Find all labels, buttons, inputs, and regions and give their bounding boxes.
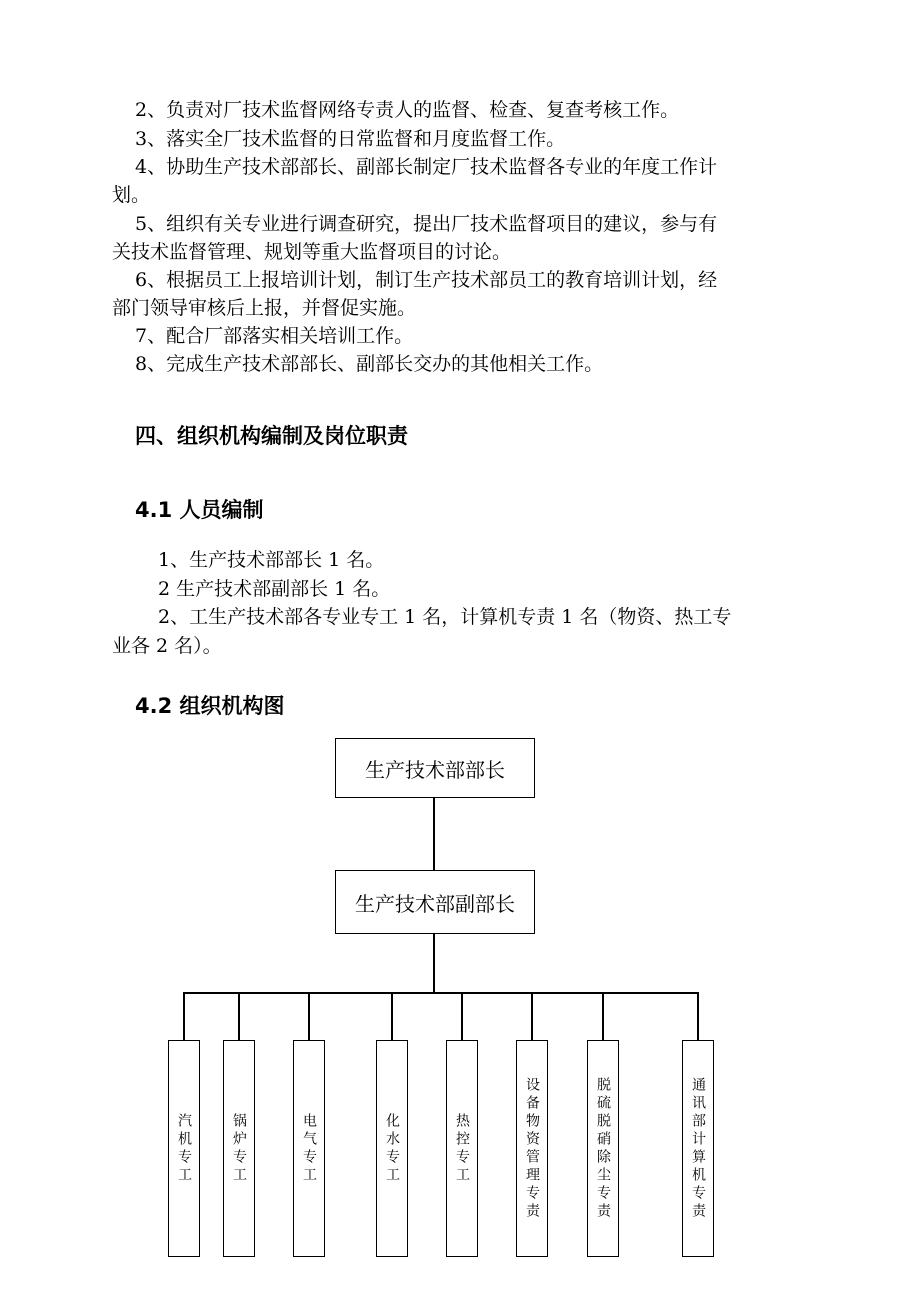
org-unit-6 (516, 1040, 548, 1257)
connector-drop-1 (183, 992, 185, 1040)
connector-drop-4 (391, 992, 393, 1040)
duty-line-5: 5、组织有关专业进行调查研究，提出厂技术监督项目的建议，参与有 (135, 213, 718, 235)
connector-drop-8 (697, 992, 699, 1040)
connector-horizontal-bus (183, 992, 697, 994)
staffing-line-1: 1、生产技术部部长 1 名。 (158, 549, 385, 571)
duty-line-3: 3、落实全厂技术监督的日常监督和月度监督工作。 (135, 128, 566, 150)
connector-director-deputy (433, 798, 435, 870)
subsection-4-2-heading: 4.2 组织机构图 (135, 694, 285, 718)
org-box-director (335, 738, 535, 798)
connector-drop-6 (531, 992, 533, 1040)
subsection-4-1-heading: 4.1 人员编制 (135, 498, 264, 522)
org-deputy-label: 生产技术部副部长 (355, 891, 515, 916)
duty-line-8: 8、完成生产技术部部长、副部长交办的其他相关工作。 (135, 353, 604, 375)
org-unit-8-label: 通讯部计算机专责 (690, 1076, 706, 1221)
staffing-line-3-cont: 业各 2 名）。 (112, 635, 222, 657)
org-unit-5 (446, 1040, 478, 1257)
org-unit-5-label: 热控专工 (454, 1112, 470, 1185)
section-4-heading: 四、组织机构编制及岗位职责 (135, 424, 408, 448)
duty-line-7: 7、配合厂部落实相关培训工作。 (135, 325, 414, 347)
connector-drop-7 (602, 992, 604, 1040)
connector-drop-3 (308, 992, 310, 1040)
org-unit-7 (587, 1040, 619, 1257)
org-unit-1-label: 汽机专工 (176, 1112, 192, 1185)
org-box-deputy (335, 870, 535, 934)
duty-line-6: 6、根据员工上报培训计划，制订生产技术部员工的教育培训计划，经 (135, 269, 718, 291)
org-director-label: 生产技术部部长 (365, 757, 505, 782)
connector-drop-2 (238, 992, 240, 1040)
org-unit-2 (223, 1040, 255, 1257)
org-unit-6-label: 设备物资管理专责 (524, 1076, 540, 1221)
org-unit-7-label: 脱硫脱硝除尘专责 (595, 1076, 611, 1221)
duty-line-6-cont: 部门领导审核后上报，并督促实施。 (112, 297, 417, 319)
org-unit-2-label: 锅炉专工 (231, 1112, 247, 1185)
duty-line-4-cont: 划。 (112, 184, 151, 206)
org-unit-8 (682, 1040, 714, 1257)
staffing-line-2: 2 生产技术部副部长 1 名。 (158, 578, 391, 600)
duty-line-4: 4、协助生产技术部部长、副部长制定厂技术监督各专业的年度工作计 (135, 156, 718, 178)
org-unit-3 (293, 1040, 325, 1257)
connector-drop-5 (461, 992, 463, 1040)
duty-line-5-cont: 关技术监督管理、规划等重大监督项目的讨论。 (112, 241, 512, 263)
connector-deputy-bus (433, 934, 435, 992)
duty-line-2: 2、负责对厂技术监督网络专责人的监督、检查、复查考核工作。 (135, 99, 680, 121)
org-unit-3-label: 电气专工 (301, 1112, 317, 1185)
org-unit-4-label: 化水专工 (384, 1112, 400, 1185)
staffing-line-3: 2、工生产技术部各专业专工 1 名，计算机专责 1 名（物资、热工专 (158, 606, 732, 628)
org-unit-1 (168, 1040, 200, 1257)
org-unit-4 (376, 1040, 408, 1257)
